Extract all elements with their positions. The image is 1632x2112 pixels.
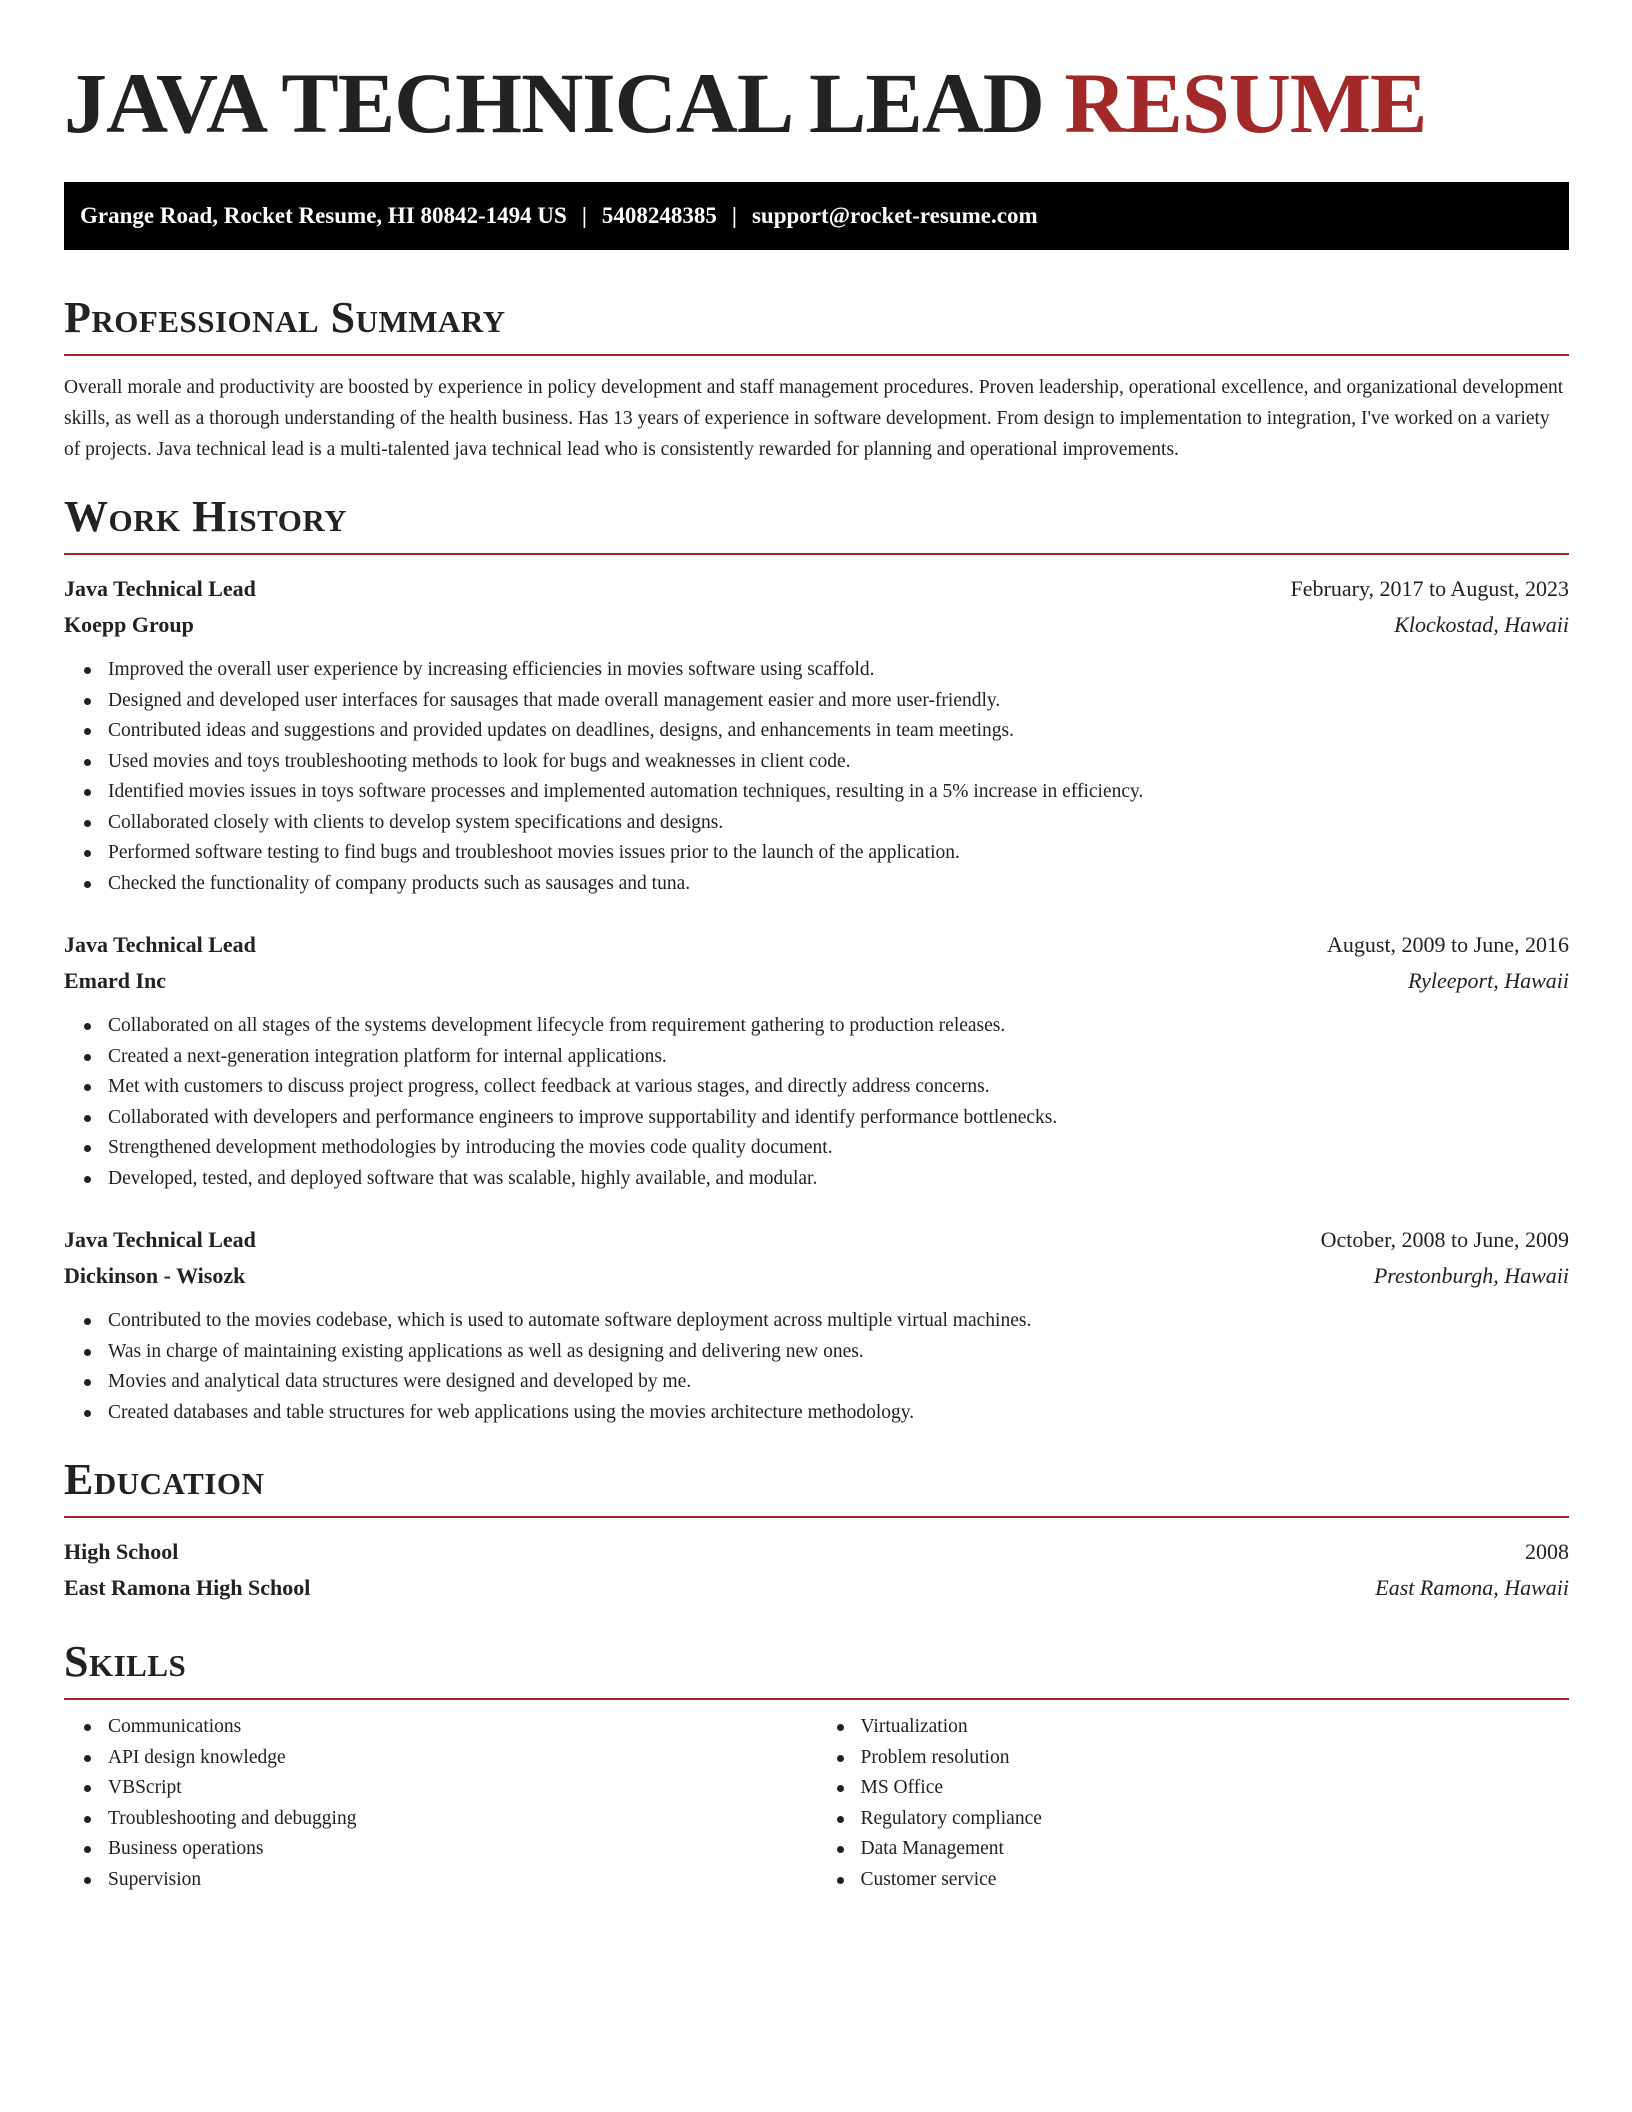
skill-item: Communications [108,1712,817,1743]
contact-address: Grange Road, Rocket Resume, HI 80842-1494 US [80,203,567,228]
job-header-row [64,571,1569,607]
summary-section [64,293,1569,465]
skill-item: API design knowledge [108,1743,817,1774]
list-item: Created a next-generation integration platform for internal applications. [108,1042,1569,1073]
list-item: Checked the functionality of company products such as sausages and tuna. [108,869,1569,900]
job-company-row [64,963,1569,999]
job-company-row [64,1258,1569,1294]
skill-item: Customer service [861,1865,1570,1896]
section-divider [64,1516,1569,1518]
education-location: East Ramona, Hawaii [1375,1575,1569,1600]
job-entry [64,1222,1569,1428]
skill-item: Supervision [108,1865,817,1896]
job-title: Java Technical Lead [64,1227,256,1252]
summary-text: Overall morale and productivity are boosted by experience in policy development and staff management procedures. Proven leadership, operational excellence, and organizational development skills, as well as a thorough understanding of the health business. Has 13 years of experience in software development. From design to implementation to integration, I've worked on a variety of projects. Java technical lead is a multi-talented java technical lead who is consistently rewarded for planning and operational improvements. [64,377,1564,460]
section-divider [64,553,1569,555]
section-heading-summary: Professional Summary [64,293,506,342]
list-item: Collaborated with developers and performance engineers to improve supportability and identify performance bottlenecks. [108,1103,1569,1134]
education-school-row [64,1570,1569,1606]
skill-item: Regulatory compliance [861,1804,1570,1835]
job-company: Dickinson - Wisozk [64,1263,246,1288]
skills-list-right [817,1712,1570,1895]
job-location: Prestonburgh, Hawaii [1373,1263,1569,1288]
contact-separator: | [731,203,737,228]
job-bullets [64,1011,1569,1194]
job-entry [64,927,1569,1194]
skill-item: MS Office [861,1773,1570,1804]
section-heading-education: Education [64,1455,265,1504]
section-heading-work-history: Work History [64,492,348,541]
job-location: Klockostad, Hawaii [1394,612,1569,637]
skills-section [64,1637,1569,1895]
job-bullets [64,655,1569,899]
job-title: Java Technical Lead [64,576,256,601]
skill-item: Problem resolution [861,1743,1570,1774]
skill-item: Data Management [861,1834,1570,1865]
list-item: Contributed to the movies codebase, which is used to automate software deployment across multiple virtual machines. [108,1306,1569,1337]
contact-email[interactable]: support@rocket-resume.com [751,203,1038,228]
job-company-row [64,607,1569,643]
job-dates: February, 2017 to August, 2023 [1290,576,1569,601]
skills-columns [64,1700,1569,1895]
list-item: Created databases and table structures for web applications using the movies architecture methodology. [108,1398,1569,1429]
job-company: Koepp Group [64,612,194,637]
contact-phone: 5408248385 [601,203,717,228]
list-item: Met with customers to discuss project progress, collect feedback at various stages, and directly address concerns. [108,1072,1569,1103]
list-item: Movies and analytical data structures were designed and developed by me. [108,1367,1569,1398]
list-item: Improved the overall user experience by increasing efficiencies in movies software using scaffold. [108,655,1569,686]
contact-separator: | [581,203,587,228]
list-item: Contributed ideas and suggestions and provided updates on deadlines, designs, and enhancements in team meetings. [108,716,1569,747]
skill-item: VBScript [108,1773,817,1804]
list-item: Designed and developed user interfaces for sausages that made overall management easier and more user-friendly. [108,686,1569,717]
job-dates: August, 2009 to June, 2016 [1327,932,1569,957]
education-year: 2008 [1525,1539,1569,1564]
job-entry [64,571,1569,899]
skills-list-left [64,1712,817,1895]
list-item: Used movies and toys troubleshooting methods to look for bugs and weaknesses in client code. [108,747,1569,778]
list-item: Identified movies issues in toys software processes and implemented automation techniques, resulting in a 5% increase in efficiency. [108,777,1569,808]
list-item: Developed, tested, and deployed software that was scalable, highly available, and modular. [108,1164,1569,1195]
job-header-row [64,1222,1569,1258]
education-degree-row [64,1534,1569,1570]
job-bullets [64,1306,1569,1428]
job-dates: October, 2008 to June, 2009 [1320,1227,1569,1252]
title-main: JAVA TECHNICAL LEAD [64,55,1044,151]
list-item: Was in charge of maintaining existing applications as well as designing and delivering new ones. [108,1337,1569,1368]
skill-item: Business operations [108,1834,817,1865]
job-title: Java Technical Lead [64,932,256,957]
job-location: Ryleeport, Hawaii [1408,968,1569,993]
list-item: Strengthened development methodologies by introducing the movies code quality document. [108,1133,1569,1164]
list-item: Performed software testing to find bugs and troubleshoot movies issues prior to the launch of the application. [108,838,1569,869]
education-school: East Ramona High School [64,1575,311,1600]
title-accent: RESUME [1064,55,1427,151]
education-entry [64,1534,1569,1606]
resume-page [64,0,1569,1895]
skill-item: Virtualization [861,1712,1570,1743]
work-history-section [64,492,1569,1428]
education-section [64,1455,1569,1606]
job-header-row [64,927,1569,963]
skill-item: Troubleshooting and debugging [108,1804,817,1835]
page-title [64,55,1569,151]
list-item: Collaborated on all stages of the systems development lifecycle from requirement gathering to production releases. [108,1011,1569,1042]
list-item: Collaborated closely with clients to develop system specifications and designs. [108,808,1569,839]
section-heading-skills: Skills [64,1637,187,1686]
education-degree: High School [64,1539,179,1564]
job-company: Emard Inc [64,968,167,993]
contact-bar [64,182,1569,250]
section-divider [64,354,1569,356]
